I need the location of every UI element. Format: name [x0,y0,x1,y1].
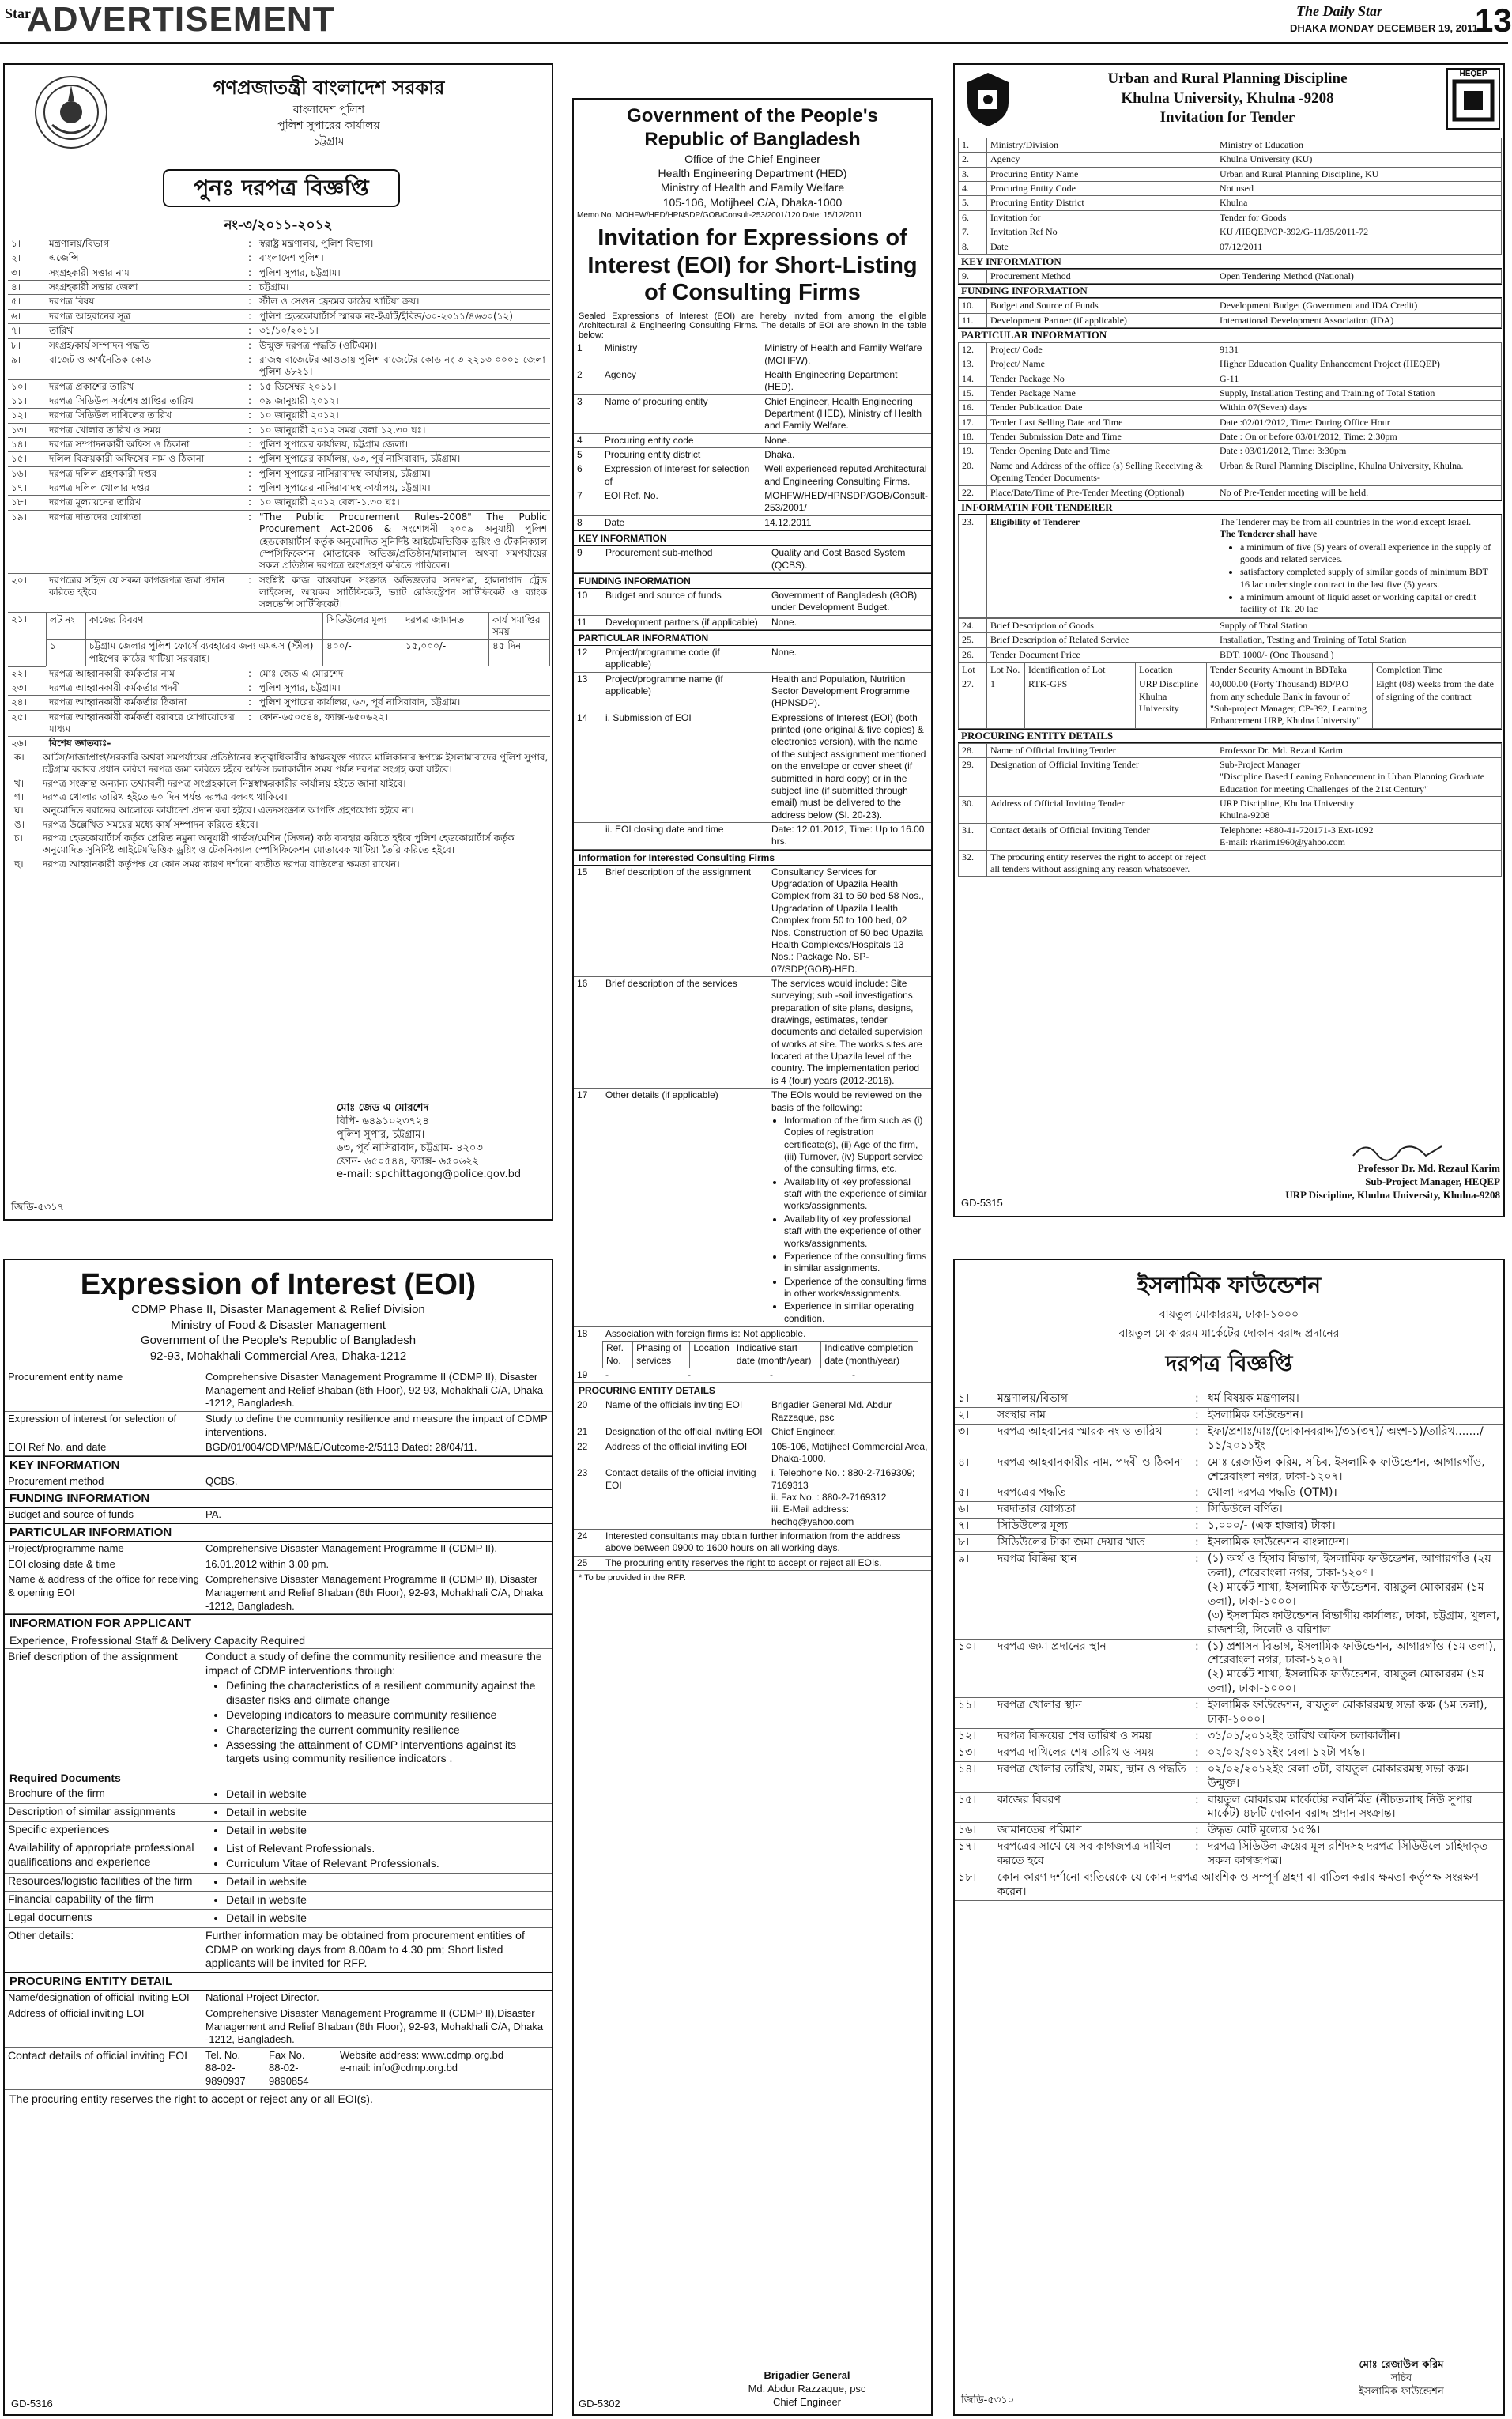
table-row: 1 Ministry Ministry of Health and Family Welfare (MOHFW). [574,342,931,368]
table-row: ৫। দরপত্রের পদ্ধতি : খোলা দরপত্র পদ্ধতি (OTM)। [955,1485,1503,1502]
cdmp-eoi-ad: Expression of Interest (EOI) CDMP Phase II, Disaster Management & Relief Division Ministry of Food & Disaster Management Government of the People's Republic of Bangladesh 92-93, Mohakhali Commercial Area, Dhaka-1212 Procurement entity name Comprehensive Disaster Management Programme II (CDMP II), Disaster Management and Relief Bhaban (6th Floor), 92-93, Mohakhali C/A, Dhaka -1212, Bangladesh. Expression of interest for selection of Study to define the community resilience and measure the impact of CDMP interventions. EOI Ref No. and date BGD/01/004/CDMP/M&E/Outcome-2/5113 Dated: 28/04/11. KEY INFORMATION Procurement method QCBS. FUNDING INFORMATION Budget and source of funds PA. PARTICULAR INFORMATION Project/programme name Comprehensive Disaster Management Programme II (CDMP II). EOI closing date & time 16.01.2012 within 3.00 pm. Name & address of the office for receiving & opening EOI Comprehensive Disaster Management Programme II (CDMP II), Disaster Management and Relief Bhaban (6th Floor), 92-93, Mohakhali C/A, Dhaka -1212, Bangladesh. INFORMATION FOR APPLICANT Experience, Professional Staff & Delivery Capacity Required Brief description of the assignment Conduct a study of define the community resilience and measure the impact of CDMP interventions through: • Defining the characteristics of a resilient community against the disaster risks and climate change • Developing indicators to measure community resilience • Characterizing the current community resilience • Assessing the attainment of CDMP interventions against its targets using community resilience indicators . Required Documents Brochure of the firm • Detail in website Description of similar assignments • Detail in website Specific experiences • Detail in website Availability of appropriate professional qualifications and experience • List of Relevant Professionals. • Curriculum Vitae of Relevant Professionals. Resources/logistic facilities of the firm • Detail in website Financial capability of the firm • Detail in website Legal documents • Detail in website Other details: Further information may be obtained from procurement entities of CDMP on working days from 8.00am to 4.30 pm; Short listed applicants will be invited for RFP. PROCURING ENTITY DETAIL Name/designation of official inviting EOI National Project Director. Address of official inviting EOI Comprehensive Disaster Management Programme II (CDMP II),Disaster Management and Relief Bhaban (6th Floor), 92-93, Mohakhali C/A, Dhaka -1212, Bangladesh. Contact details of official inviting EOI Tel. No. 88-02-9890937 Fax No. 88-02-9890854 Website address: www.cdmp.org.bd e-mail: info@cdmp.org.bd The procuring entity reserves the right to accept or reject any or all EOI(s). GD-5316 [3,1259,553,2416]
table-row: Project/programme name Comprehensive Disaster Management Programme II (CDMP II). [5,1542,552,1557]
page-header [0,0,1512,44]
table-row: 15. Tender Package Name Supply, Installation Testing and Training of Total Station [959,387,1502,401]
table-row: 19. Tender Opening Date and Time Date : 03/01/2012, Time: 3:30pm [959,444,1502,459]
table-row: 5 Procuring entity district Dhaka. [574,448,931,462]
table-row: ১৫। দলিল বিক্রয়কারী অফিসের নাম ও ঠিকানা : পুলিশ সুপারের কার্যালয়, ৬৩, পূর্ব নাসিরাবাদ, চট্টগ্রাম। [8,452,550,466]
ku-key-info: KEY INFORMATION [958,255,1502,269]
cdmp-basic-table [5,1370,552,1456]
table-row: 13 Project/programme name (if applicable) Health and Population, Nutrition Sector Development Programme (HPNSDP). [574,672,931,711]
cdmp-procuring-table [5,1991,552,2048]
table-row: Procurement method QCBS. [5,1474,552,1489]
table-row: 25. Brief Description of Related Service Installation, Testing and Training of Total Station [959,633,1502,647]
list-item: • Availability of key professional staff with the experience of similar works/assignments. [784,1176,928,1213]
table-row: 23 Contact details of the official inviting EOI i. Telephone No. : 880-2-7169309; 7169313 ii. Fax No. : 880-2-7169312 iii. E-Mail address: hedhq@yahoo.com [574,1466,931,1530]
newspaper-name: The Daily Star [1296,3,1383,19]
hed-invitation-title: Invitation for Expressions of Interest (EOI) for Short-Listing of Consulting Firms [587,225,918,306]
list-item: • Curriculum Vitae of Relevant Professionals. [226,1857,549,1871]
table-row: ১১। দরপত্র খোলার স্থান : ইসলামিক ফাউন্ডেশন, বায়তুল মোকাররমস্থ সভা কক্ষ (১ম তলা), ঢাকা-১০০০। [955,1698,1503,1729]
table-row: ১৭। দরপত্রের সাথে যে সব কাগজপত্র দাখিল করতে হবে : দরপত্র সিডিউল ক্রয়ের মূল রশিদসহ দরপত্র সিডিউলে চাহিদাকৃত সকল কাগজপত্র। [955,1840,1503,1870]
hed-particular-info: PARTICULAR INFORMATION [574,630,931,646]
police-notes: ২৬। বিশেষ জ্ঞাতব্যঃ- [11,738,111,749]
hed-key-table [574,546,931,573]
cdmp-docs-table [5,1786,552,1927]
table-row: ২। সংস্থার নাম : ইসলামিক ফাউন্ডেশন। [955,1407,1503,1424]
table-row: ১২। দরপত্র সিডিউল দাখিলের তারিখ : ১০ জানুয়ারী ২০১২। [8,409,550,423]
table-row: 9 Procurement sub-method Quality and Cost Based System (QCBS). [574,546,931,572]
list-item: • Availability of key professional staff with the experience of other works/assignments. [784,1213,928,1250]
ku-university: Khulna University, Khulna -9208 [1121,89,1334,107]
ku-eligibility: 23. Eligibility of Tenderer The Tenderer may be from all countries in the world except Israel. The Tenderer shall have • a minimum of five (5) years of overall experience in the supply of goods and related services. • satisfactory completed supply of similar goods of minimum BDT 16 lac under single contract in the last five (5) years. • a minimum amount of liquid asset or working capital or credit facility of Tk. 20 lac [958,515,1502,618]
table-row: ii. EOI closing date and time Date: 12.01.2012, Time: Up to 16.00 hrs. [574,823,931,850]
table-row: ১৪। দরপত্র খোলার তারিখ, সময়, স্থান ও পদ্ধতি : ০২/০২/২০১২ইং বেলা ৩টা, বায়তুল মোকাররমস্থ সভা কক্ষ। উন্মুক্ত। [955,1761,1503,1792]
table-row: ঙ। দরপত্র উল্লেখিত সময়ের মধ্যে কার্য সম্পাদন করিতে হইবে। [14,818,258,830]
ku-goods-table [958,618,1502,662]
hed-ministry: Ministry of Health and Family Welfare [660,181,845,194]
table-row: ১১। দরপত্র সিডিউল সর্বশেষ প্রাপ্তির তারিখ : ০৯ জানুয়ারী ২০১২। [8,394,550,408]
hed-procuring-details: PROCURING ENTITY DETAILS [574,1383,931,1398]
page-section-title: ADVERTISEMENT [27,0,335,39]
ad-code: GD-5315 [961,1197,1003,1209]
table-row: ২৪। দরপত্র আহ্বানকারী কর্মকর্তার ঠিকানা : পুলিশ সুপারের কার্যালয়, ৬৩, পূর্ব নাসিরাবাদ, চট্টগ্রাম। [8,696,550,710]
table-row: ১৭। দরপত্র দলিল খোলার দপ্তর : পুলিশ সুপারের নাসিরাবাদস্থ কার্যালয়, চট্টগ্রাম। [8,481,550,496]
hed-row-24: 24 Interested consultants may obtain further information from the address above between 0900 to 1600 hours on all working days. [574,1530,931,1557]
police-name: বাংলাদেশ পুলিশ [292,103,365,116]
ku-procuring-table [958,743,1502,877]
hed-signature-block: Brigadier General Md. Abdur Razzaque, psc Chief Engineer [748,2369,866,2409]
ku-tenderer-info: INFORMATIN FOR TENDERER [958,500,1502,515]
table-row: গ। দরপত্র খোলার তারিখ হইতে ৬০ দিন পর্যন্ত দরপত্র বলবৎ থাকিবে। [14,791,288,802]
hed-title-1: Government of the People's [627,105,878,126]
isl-info-table [955,1391,1503,1870]
table-row: ক। আর্টস/সাজাপ্রাপ্ত/সরকারি অথবা সমপর্যায়ের প্রতিষ্ঠানের স্বত্ত্বাধিকারীর স্বাক্ষরযুক্ত প্যাডে মালিকানার স্বপক্ষে ইসলামাবাদের পুলিশ সুপার, চট্টগ্রাম বরাবর প্রধান করিয়া দরপত্র জমা করিতে হইবে অফিস চলাকালীন সময় পর্যন্ত দরপত্র সংগ্রহ করা যাইবে। [14,751,549,776]
ku-funding-table [958,298,1502,328]
table-row: Resources/logistic facilities of the firm • Detail in website [5,1873,552,1891]
table-row: 21 Designation of the official inviting EOI Chief Engineer. [574,1425,931,1440]
table-row: ৮। সিডিউলের টাকা জমা দেয়ার খাত : ইসলামিক ফাউন্ডেশন বাংলাদেশ। [955,1535,1503,1552]
signer-email: e-mail: spchittagong@police.gov.bd [337,1168,522,1181]
table-row: 12. Project/ Code 9131 [959,342,1502,357]
table-row: ৩। সংগ্রহকারী সত্তার নাম : পুলিশ সুপার, চট্টগ্রাম। [8,266,550,280]
hed-office: Office of the Chief Engineer [684,153,820,165]
ad-code: জিডি-৫৩১০ [961,2394,1015,2406]
isl-title: ইসলামিক ফাউন্ডেশন [1137,1272,1322,1298]
table-row: 31. Contact details of Official Inviting Tender Telephone: +880-41-720171-3 Ext-1092 E-mail: rkarim1960@yahoo.com [959,823,1502,850]
table-row: 4. Procuring Entity Code Not used [959,182,1502,196]
cdmp-particular-table [5,1542,552,1614]
table-row: 16. Tender Publication Date Within 07(Seven) days [959,401,1502,415]
table-row: ২৩। দরপত্র আহ্বানকারী কর্মকর্তার পদবী : পুলিশ সুপার, চট্টগ্রাম। [8,681,550,696]
signer-bp: বিপি- ৬৪৯১০২৩৭২৪ [337,1115,429,1127]
isl-row-18: ১৮। কোন কারণ দর্শানো ব্যতিরেকে যে কোন দরপত্র আংশিক ও সম্পূর্ণ গ্রহণ বা বাতিল করার ক্ষমতা কর্তৃপক্ষ সংরক্ষণ করেন। [955,1870,1503,1901]
table-row: 8 Date 14.12.2011 [574,515,931,530]
table-row: Expression of interest for selection of Study to define the community resilience and measure the impact of CDMP interventions. [5,1411,552,1440]
ku-invitation: Invitation for Tender [1159,109,1295,126]
table-row: ঘ। অনুমোদিত বরাদ্দের আলোকে কার্যাদেশ প্রদান করা হইবে। এতদসংক্রান্ত আপত্তি গ্রহণযোগ্য হইবে না। [14,805,414,817]
star-mark: Star [5,6,31,21]
hed-procuring-table [574,1398,931,1530]
table-row: Name/designation of official inviting EOI National Project Director. [5,1991,552,2006]
table-row: খ। দরপত্র সংক্রান্ত অন্যান্য তথ্যাবলী দরপত্র সংগ্রহকালে নিম্নস্বাক্ষরকারীর কার্যালয় হইতে জানা যাইবে। [14,777,406,789]
signer-phone: ফোন- ৬৫০৫৪৪, ফ্যাক্স- ৬৫০৬২২ [337,1155,480,1168]
cdmp-title: Expression of Interest (EOI) [80,1268,477,1301]
table-row: 13. Project/ Name Higher Education Quality Enhancement Project (HEQEP) [959,357,1502,372]
retender-title: পুনঃ দরপত্র বিজ্ঞপ্তি [163,169,400,207]
table-row: ৪। দরপত্র আহবানকারীর নাম, পদবী ও ঠিকানা : মোঃ রেজাউল করিম, সচিব, ইসলামিক ফাউন্ডেশন, আগারগাঁও, শেরেবাংলা নগর, ঢাকা-১২০৭। [955,1455,1503,1485]
table-row: 28. Name of Official Inviting Tender Professor Dr. Md. Rezaul Karim [959,743,1502,757]
table-row: 15 Brief description of the assignment Consultancy Services for Upgradation of Upazila Health Complex from 31 to 50 bed 58 Nos., Upgradation of Upazila Health Complex from 50 to 100 bed, 02 Nos. Construction of 50 bed Upazila Health Complexes/Hospitals 13 Nos.: Package No. SP-07/SDP(GOB)-HED. [574,866,931,977]
list-item: • Experience in similar operating condition. [784,1300,928,1325]
table-row: ১৮। দরপত্র মূল্যায়নের তারিখ : ১০ জানুয়ারী ২০১২ বেলা-১.৩০ ঘঃ। [8,496,550,510]
list-item: • Detail in website [226,1875,549,1889]
table-row: EOI Ref No. and date BGD/01/004/CDMP/M&E/Outcome-2/5113 Dated: 28/04/11. [5,1440,552,1456]
table-row: ৬। দরদাতার যোগ্যতা : সিডিউলে বর্ণিত। [955,1502,1503,1519]
table-row: Financial capability of the firm • Detail in website [5,1891,552,1909]
table-row: 10 Budget and source of funds Government of Bangladesh (GOB) under Development Budget. [574,589,931,615]
table-row: 6 Expression of interest for selection of Well experienced reputed Architectural and Engineering Consulting Firms. [574,462,931,489]
police-tender-ad [3,63,553,1221]
ku-procuring-details: PROCURING ENTITY DETAILS [958,729,1502,743]
list-item: • Detail in website [226,1893,549,1908]
table-row: ২২। দরপত্র আহ্বানকারী কর্মকর্তার নাম : মোঃ জেড এ মোরশেদ [8,667,550,681]
table-row: 3 Name of procuring entity Chief Engineer, Health Engineering Department (HED), Ministry of Health and Family Welfare. [574,394,931,433]
table-row: ১। মন্ত্রণালয়/বিভাগ : ধর্ম বিষয়ক মন্ত্রণালয়। [955,1391,1503,1407]
table-row: ১৫। কাজের বিবরণ : বায়তুল মোকাররম মার্কেটের নবনির্মিত (নীচতলাস্থ নিউ সুপার মার্কেট) ৪৮টি দোকান বরাদ্দ প্রদান সংক্রান্ত। [955,1792,1503,1823]
cdmp-experience: Experience, Professional Staff & Delivery Capacity Required [5,1632,552,1649]
police-officer-table [8,667,550,738]
table-row: ৯। বাজেট ও অর্থনৈতিক কোড : রাজস্ব বাজেটের আওতায় পুলিশ বাজেটের কোড নং-৩-২২১৩-০০০১-জেলা পুলিশ-৬৮২১। [8,353,550,379]
list-item: • Detail in website [226,1911,549,1926]
hed-title-2: Republic of Bangladesh [644,129,861,150]
hed-key-info: KEY INFORMATION [574,530,931,546]
table-row: ১৬। জামানতের পরিমাণ : উদ্ধৃত মোট মূল্যের ১৫%। [955,1823,1503,1840]
table-row: 22. Place/Date/Time of Pre-Tender Meeting (Optional) No of Pre-Tender meeting will be held. [959,485,1502,500]
table-row: Address of official inviting EOI Comprehensive Disaster Management Programme II (CDMP II),Disaster Management and Relief Bhaban (6th Floor), 92-93, Mohakhali C/A, Dhaka -1212, Bangladesh. [5,2006,552,2047]
table-row: 8. Date 07/12/2011 [959,240,1502,254]
list-item: • Characterizing the current community resilience [226,1723,549,1738]
hed-footnote: * To be provided in the RFP. [579,1573,686,1583]
cdmp-funding-table [5,1508,552,1523]
table-row: ১০। দরপত্র প্রকাশের তারিখ : ১৫ ডিসেম্বর ২০১১। [8,379,550,394]
isl-signature-block: মোঃ রেজাউল করিম সচিব ইসলামিক ফাউন্ডেশন [1359,2359,1444,2398]
isl-tender-head: দরপত্র বিজ্ঞপ্তি [1165,1350,1293,1376]
list-item: • Detail in website [226,1806,549,1820]
cdmp-required-docs: Required Documents [9,1772,121,1785]
table-row: 16 Brief description of the services The services would include: Site surveying; sub -soil investigations, preparation of site plans, designs, drawings, estimates, tender documents and detailed supervision of works at site. The works sites are located at the Upazila level of the country. The implementation period is 4 (four) years (2012-2016). [574,976,931,1088]
ku-discipline: Urban and Rural Planning Discipline [1107,70,1348,87]
ad-code: GD-5316 [11,2398,53,2410]
list-item: • Information of the firm such as (i) Copies of registration certificate(s), (ii) Age of the firm, (iii) Turnover, (iv) Support service of the consulting firms, etc. [784,1115,928,1176]
table-row: 1. Ministry/Division Ministry of Education [959,138,1502,153]
table-row: ৩। দরপত্র আহবানের স্মারক নং ও তারিখ : ইফা/প্রশাঃ/মাঃ/(দোকানবরাদ্দ)/৩১(৩৭)/ অংশ-১)/তারিখ......./১১/২০১১ইং [955,1424,1503,1455]
signature-icon [1350,1138,1445,1162]
signer-name: মোঃ জেড এ মোরশেদ [337,1102,429,1114]
table-row: ১৩। দরপত্র দাখিলের শেষ তারিখ ও সময় : ০২/০২/২০১২ইং বেলা ১২টা পর্যন্ত। [955,1745,1503,1761]
table-row: 20 Name of the officials inviting EOI Brigadier General Md. Abdur Razzaque, psc [574,1398,931,1425]
hed-address: 105-106, Motijheel C/A, Dhaka-1000 [662,195,843,209]
hed-eoi-ad [572,98,933,2416]
hed-funding-info: FUNDING INFORMATION [574,573,931,589]
table-row: Budget and source of funds PA. [5,1508,552,1523]
hed-memo: Memo No. MOHFW/HED/HPNSDP/GOB/Consult-253/2001/120 Date: 15/12/2011 [577,210,863,220]
table-row: ১। মন্ত্রণালয়/বিভাগ : স্বরাষ্ট্র মন্ত্রণালয়, পুলিশ বিভাগ। [8,237,550,251]
ku-particular-table [958,342,1502,500]
hed-row-18: 18 Association with foreign firms is: Not applicable. [577,1328,806,1340]
table-row: 20. Name and Address of the office (s) Selling Receiving & Opening Tender Documents- Urban & Rural Planning Discipline, Khulna University, Khulna. [959,459,1502,485]
table-row: 2. Agency Khulna University (KU) [959,153,1502,167]
hed-firm-info: Information for Interested Consulting Firms [574,850,931,866]
signer-address: ৬৩, পূর্ব নাসিরাবাদ, চট্টগ্রাম- ৪২০৩ [337,1142,483,1154]
office-name: পুলিশ সুপারের কার্যালয় [277,119,380,133]
ku-basic-table [958,138,1502,255]
table-row: Legal documents • Detail in website [5,1909,552,1927]
government-seal-icon [35,76,107,149]
cdmp-key-table [5,1474,552,1490]
list-item: • Assessing the attainment of CDMP interventions against its targets using community resilience indicators . [226,1738,549,1767]
table-row: 9. Procurement Method Open Tendering Method (National) [959,269,1502,283]
table-row: 11. Development Partner (if applicable) International Development Association (IDA) [959,313,1502,327]
hed-phasing-table: Ref. No. Phasing of services Location Indicative start date (month/year) Indicative completion date (month/year) [602,1341,918,1368]
list-item: • satisfactory completed supply of similar goods of minimum BDT 16 lac under single contract in the last five (5) years. [1240,566,1498,591]
heqep-logo-icon: HEQEP [1446,68,1500,130]
table-row: 22 Address of the official inviting EOI 105-106, Motijheel Commercial Area, Dhaka-1000. [574,1440,931,1466]
page-number: 13 [1475,2,1512,39]
ku-lot-table: Lot Lot No. Identification of Lot Location Tender Security Amount in BDTaka Completion Time 27. 1 RTK-GPS URP Discipline Khulna University 40,000.00 (Forty Thousand) BD/P.O from any schedule Bank in favour of "Sub-project Manager, CP-392, Learning Enhancement URP, Khulna University" Eight (08) weeks from the date of signing of the contract [958,662,1502,729]
hed-basic-table [574,342,931,530]
table-row: 30. Address of Official Inviting Tender URP Discipline, Khulna University Khulna-9208 [959,797,1502,824]
table-row: Specific experiences • Detail in website [5,1822,552,1840]
table-row: Procurement entity name Comprehensive Disaster Management Programme II (CDMP II), Disaster Management and Relief Bhaban (6th Floor), 92-93, Mohakhali C/A, Dhaka -1212, Bangladesh. [5,1370,552,1411]
police-info-table [8,237,550,511]
table-row: 11 Development partners (if applicable) None. [574,615,931,629]
ref-number: নং-৩/২০১১-২০১২ [224,217,333,233]
table-row: Description of similar assignments • Detail in website [5,1804,552,1822]
table-row: 7. Invitation Ref No KU /HEQEP/CP-392/G-11/35/2011-72 [959,225,1502,240]
hed-row-19: 19 - - - - [574,1368,931,1383]
hed-funding-table [574,589,931,630]
table-row: 7 EOI Ref. No. MOHFW/HED/HPNSDP/GOB/Consult-253/2001/ [574,489,931,516]
table-row: ৯। দরপত্র বিক্রির স্থান : (১) অর্থ ও হিসাব বিভাগ, ইসলামিক ফাউন্ডেশন, আগারগাঁও (২য় তলা), শেরেবাংলা নগর, ঢাকা-১২০৭। (২) মার্কেট শাখা, ইসলামিক ফাউন্ডেশন, বায়তুল মোকাররম (১ম তলা), ঢাকা-১০০০। (৩) ইসলামিক ফাউন্ডেশন বিভাগীয় কার্যালয়, ঢাকা, চট্টগ্রাম, খুলনা, রাজশাহী, সিলেট ও বরিশাল। [955,1552,1503,1639]
police-notes-list [11,751,553,871]
table-row: 10. Budget and Source of Funds Development Budget (Government and IDA Credit) [959,299,1502,313]
list-item: • Experience of the consulting firms in other works/assignments. [784,1276,928,1300]
hed-particular-table [574,646,931,850]
police-signature-block [337,1102,550,1182]
table-row: ২। এজেন্সি : বাংলাদেশ পুলিশ। [8,251,550,266]
table-row: ৫। দরপত্র বিষয় : স্টীল ও সেগুন ফ্রেমের কাঠের খাটিয়া ক্রয়। [8,295,550,309]
cdmp-brief-table: Brief description of the assignment Conduct a study of define the community resilience and measure the impact of CDMP interventions through: • Defining the characteristics of a resilient community against the disaster risks and climate change • Developing indicators to measure community resilience • Characterizing the current community resilience • Assessing the attainment of CDMP interventions against its targets using community resilience indicators . [5,1649,552,1768]
list-item: • Experience of the consulting firms in similar assignments. [784,1251,928,1275]
ku-funding-info: FUNDING INFORMATION [958,284,1502,298]
table-row: 26. Tender Document Price BDT. 1000/- (One Thousand ) [959,647,1502,662]
table-row: 12 Project/programme code (if applicable) None. [574,646,931,672]
list-item: • List of Relevant Professionals. [226,1842,549,1856]
ku-key-table [958,269,1502,284]
table-row: 29. Designation of Official Inviting Tender Sub-Project Manager "Discipline Based Leaning Enhancement in Urban Planning Graduate Education for meeting Challenges of the 21st Century" [959,758,1502,797]
table-row: ৭। সিডিউলের মূল্য : ১,০০০/- (এক হাজার) টাকা। [955,1519,1503,1535]
list-item: • Developing indicators to measure community resilience [226,1708,549,1723]
hed-assignment-table [574,866,931,1089]
signer-designation: পুলিশ সুপার, চট্টগ্রাম। [337,1128,425,1141]
cdmp-applicant-info: INFORMATION FOR APPLICANT [5,1614,552,1632]
ad-code: GD-5302 [579,2398,620,2410]
issue-date: DHAKA MONDAY DECEMBER 19, 2011 [1290,22,1478,34]
table-row: ৬। দরপত্র আহবানের সূত্র : পুলিশ হেডকোয়ার্টার্স স্মারক নং-ইএটি/ইবিন্ড/৩০-২০১১/৪৬৩০(১২)। [8,309,550,323]
ku-logo-icon [964,71,1012,128]
hed-row-17: 17 Other details (if applicable) The EOIs would be reviewed on the basis of the following: • Information of the firm such as (i) Copies of registration certificate(s), (ii) Age of the firm, (iii) Turnover, (iv) Support service of the consulting firms, etc. • Availability of key professional staff with the experience of similar works/assignments. • Availability of key professional staff with the experience of other works/assignments. • Experience of the consulting firms in similar assignments. • Experience of the consulting firms in other works/assignments. • Experience in similar operating condition. [574,1089,931,1327]
ku-tender-ad [953,63,1505,1217]
list-item: • Defining the characteristics of a resilient community against the disaster risks and climate change [226,1679,549,1708]
table-row: ১২। দরপত্র বিক্রয়ের শেষ তারিখ ও সময় : ৩১/০১/২০১২ইং তারিখ অফিস চলাকালীন। [955,1728,1503,1745]
ku-particular-info: PARTICULAR INFORMATION [958,328,1502,342]
table-row: চ। দরপত্র হেডকোয়ার্টার্স কর্তৃক প্রেরিত নমুনা অনুযায়ী গার্ডস/মেশিন (সিজন) কাঠ ব্যবহার করিতে হইবে পুলিশ হেডকোয়ার্টার্স কর্তৃক অনুমোদিত সুনির্দিষ্ট আইটেমভিত্তিক ড্রয়িং ও টেকনিক্যাল স্পেসিফিকেশন মোতাবেক খাটিয়া তৈরি করিতে হইবে। [14,832,515,856]
table-row: 14. Tender Package No G-11 [959,372,1502,386]
table-row: ৭। তারিখ : ৩১/১০/২০১১। [8,324,550,338]
cdmp-procuring-details: PROCURING ENTITY DETAIL [5,1972,552,1991]
cdmp-other-table: Other details: Further information may be obtained from procurement entities of CDMP on working days from 8.00am to 4.30 pm; Short listed applicants will be invited for RFP. [5,1928,552,1973]
cdmp-particular-info: PARTICULAR INFORMATION [5,1523,552,1542]
table-row: ছ। দরপত্র আহ্বানকারী কর্তৃপক্ষ যে কোন সময় কারণ দর্শানো ব্যতীত দরপত্র বাতিলের ক্ষমতা রাখেন। [14,858,400,870]
table-row: 18. Tender Submission Date and Time Date : On or before 03/01/2012, Time: 2:30pm [959,430,1502,444]
table-row: ৪। সংগ্রহকারী সত্তার জেলা : চট্টগ্রাম। [8,281,550,295]
cdmp-contact-table: Contact details of official inviting EOI Tel. No. 88-02-9890937 Fax No. 88-02-9890854 Website address: www.cdmp.org.bd e-mail: info@cdmp.org.bd [5,2048,552,2090]
table-row: ১৪। দরপত্র সম্পাদনকারী অফিস ও ঠিকানা : পুলিশ সুপারের কার্যালয়, চট্টগ্রাম জেলা। [8,438,550,452]
list-item: • a minimum amount of liquid asset or working capital or credit facility of Tk. 20 lac [1240,591,1498,616]
table-row: 6. Invitation for Tender for Goods [959,210,1502,225]
hed-intro: Sealed Expressions of Interest (EOI) are hereby invited from among the eligible Architectural & Engineering Consulting Firms. The details of EOI are shown in the table below: [579,311,926,341]
table-row: 2 Agency Health Engineering Department (HED). [574,368,931,394]
ku-signature-block: Professor Dr. Md. Rezaul Karim Sub-Project Manager, HEQEP URP Discipline, Khulna University, Khulna-9208 [1285,1162,1500,1201]
cdmp-key-info: KEY INFORMATION [5,1456,552,1474]
gov-title: গণপ্রজাতন্ত্রী বাংলাদেশ সরকার [213,77,445,99]
table-row: ২৫। দরপত্র আহ্বানকারী কর্মকর্তা বরাবরে যোগাযোগের মাধ্যম : ফোন-৬৫০৫৪৪, ফ্যাক্স-৬৫০৬২২। [8,710,550,737]
list-item: • a minimum of five (5) years of overall experience in the supply of goods and related services. [1240,542,1498,566]
table-row: Brochure of the firm • Detail in website [5,1786,552,1803]
cdmp-funding-info: FUNDING INFORMATION [5,1489,552,1508]
hed-row-25: 25 The procuring entity reserves the right to accept or reject all EOIs. [574,1557,931,1571]
table-row: ১৬। দরপত্র দলিল গ্রহণকারী দপ্তর : পুলিশ সুপারের নাসিরাবাদস্থ কার্যালয়, চট্টগ্রাম। [8,466,550,481]
police-row-19: ১৯। দরপত্র দাতাদের যোগ্যতা : "The Public Procurement Rules-2008" The Public Procurement Act-2006 & সংশোধনী ২০০৯ অনুযায়ী পুলিশ হেডকোয়ার্টার্স কর্তৃক অনুমোদিত সুনির্দিষ্ট আইটেমভিত্তিক ড্রয়িং ও টেকনিক্যাল স্পেসিফিকেশন মোতাবেক অভিজ্ঞ/প্রতিষ্ঠান/মালামাল অথবা সমপর্যায়ের সকল প্রতিষ্ঠান দরপত্রে অংশগ্রহণ করিতে পারিবেন। [8,511,550,574]
table-row: 14 i. Submission of EOI Expressions of Interest (EOI) (both printed (one original & five copies) & electronics version), with the name of the subject assignment mentioned on the envelope or cover sheet (if submitted in hard copy) or in the subject line (if submitted through email) must be delivered to the address below (Sl. 20-23). [574,711,931,822]
table-row: 24. Brief Description of Goods Supply of Total Station [959,618,1502,632]
isl-address: বায়তুল মোকাররম, ঢাকা-১০০০ [1159,1308,1299,1321]
cdmp-reserve-right: The procuring entity reserves the right to accept or reject any or all EOI(s). [9,2092,373,2105]
table-row: EOI closing date & time 16.01.2012 within 3.00 pm. [5,1557,552,1572]
list-item: • Detail in website [226,1787,549,1802]
ad-code: জিডি-৫৩১৭ [11,1202,65,1213]
table-row: 17. Tender Last Selling Date and Time Date :02/01/2012, Time: During Office Hour [959,415,1502,429]
isl-subtitle: বায়তুল মোকাররম মার্কেটের দোকান বরাদ্দ প্রদানের [1118,1327,1340,1340]
office-city: চট্টগ্রাম [313,135,345,149]
police-lot-table: ২১। লট নং কাজের বিবরণ সিডিউলের মূল্য দরপত্র জামানত কার্য সমাপ্তির সময় ১। চট্টগ্রাম জেলার পুলিশ ফোর্সে ব্যবহারের জন্য এমএস (স্টীল) পাইপের কাঠের খাটিয়া সরবরাহ। ৪০০/- ১৫,০০০/- ৪৫ দিন [8,613,550,667]
table-row: ১৩। দরপত্র খোলার তারিখ ও সময় : ১০ জানুয়ারী ২০১২ সময় বেলা ১২.৩০ ঘঃ। [8,423,550,437]
table-row: 5. Procuring Entity District Khulna [959,196,1502,210]
table-row: Availability of appropriate professional qualifications and experience • List of Relevant Professionals. • Curriculum Vitae of Relevant Professionals. [5,1840,552,1874]
table-row: Name & address of the office for receiving & opening EOI Comprehensive Disaster Management Programme II (CDMP II), Disaster Management and Relief Bhaban (6th Floor), 92-93, Mohakhali C/A, Dhaka -1212, Bangladesh. [5,1572,552,1614]
table-row: ১০। দরপত্র জমা প্রদানের স্থান : (১) প্রশাসন বিভাগ, ইসলামিক ফাউন্ডেশন, আগারগাঁও (১ম তলা), শেরেবাংলা নগর, ঢাকা-১২০৭। (২) মার্কেট শাখা, ইসলামিক ফাউন্ডেশন, বায়তুল মোকাররম (১ম তলা), ঢাকা-১০০০। [955,1639,1503,1698]
table-row: 4 Procuring entity code None. [574,433,931,447]
list-item: • Detail in website [226,1824,549,1838]
islamic-foundation-ad [953,1259,1505,2416]
table-row: ৮। সংগ্রহ/কার্য সম্পাদন পদ্ধতি : উন্মুক্ত দরপত্র পদ্ধতি (ওটিএম)। [8,338,550,353]
table-row: 3. Procuring Entity Name Urban and Rural Planning Discipline, KU [959,167,1502,181]
police-row-20: ২০। দরপত্রের সহিত যে সকল কাগজপত্র জমা প্রদান করিতে হইবে : সংশ্লিষ্ট কাজ বাস্তবায়ন সংক্রান্ত অভিজ্ঞতার সনদপত্র, হালনাগাদ ট্রেড লাইসেন্স, আয়কর সার্টিফিকেট, ভ্যাট রেজিস্ট্রেশন সার্টিফিকেট ও ব্যাংক সলভেন্সি সার্টিফিকেট। [8,574,550,613]
table-row: 32. The procuring entity reserves the right to accept or reject all tenders without assigning any reason whatsoever. [959,850,1502,877]
hed-dept: Health Engineering Department (HED) [658,167,847,180]
